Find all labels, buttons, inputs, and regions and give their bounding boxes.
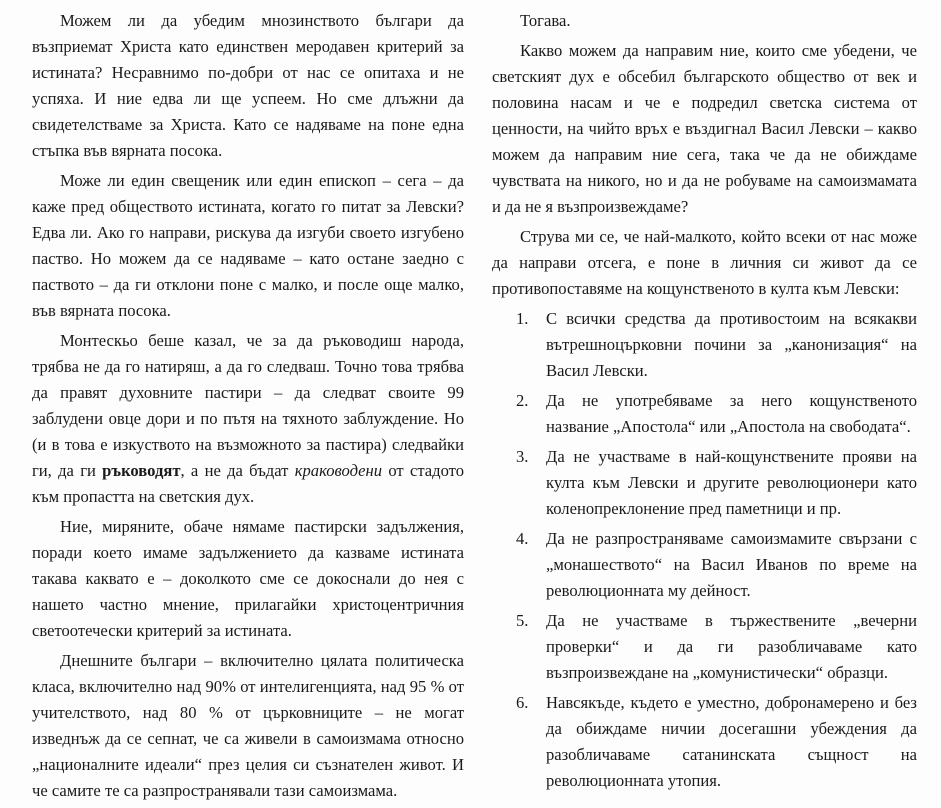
list-number: 6. (516, 693, 529, 712)
numbered-list (492, 306, 917, 794)
text-run: от стадото към пропастта на светския дух. (32, 461, 464, 506)
list-number: 5. (516, 611, 529, 630)
italic-text: краководени (294, 461, 383, 480)
list-item-text: Да не разпространяваме самоизмамите свързани с „монашеството“ на Васил Иванов по време на революционната му дейност. (546, 529, 917, 600)
list-item (492, 444, 917, 522)
list-number: 2. (516, 391, 529, 410)
list-item-text: Да не употребяваме за него кощунственото название „Апостола“ или „Апостола на свободата“. (546, 391, 917, 436)
text-run: , а не да бъдат (180, 461, 295, 480)
paragraph: Какво можем да направим ние, които сме убедени, че светският дух е обсебил българското общество от век и половина насам и че е подредил светска система от ценности, на чийто връх е въздигнал Васил Левски – какво можем да направим ние сега, така че да не обиждаме чувствата на никого, но и да не робуваме на самоизмамата и да не я възпроизвеждаме? (492, 41, 917, 216)
paragraph: Ние, миряните, обаче нямаме пастирски задължения, поради което имаме задължението да казваме истината такава каквато е – доколкото сме се докоснали до нея с нашето частно мнение, прилагайки христоцентричния светоотечески критерий за истината. (32, 517, 464, 640)
list-item-text: Да не участваме в най-кощунствените прояви на култа към Левски и другите революционери като коленопреклонение пред паметници и пр. (546, 447, 917, 518)
paragraph: Можем ли да убедим мнозинството българи да възприемат Христа като единствен меродавен критерий за истината? Несравнимо по-добри от нас се опитаха и не успяха. И ние едва ли ще успеем. Но сме длъжни да свидетелстваме за Христа. Като се надяваме на поне една стъпка във вярната посока. (32, 11, 464, 160)
paragraph (32, 328, 464, 510)
list-item (492, 608, 917, 686)
bold-text: ръководят (102, 461, 181, 480)
right-column (492, 8, 917, 798)
paragraph: Тогава. (520, 11, 571, 30)
list-item (492, 690, 917, 794)
list-item-text: Да не участваме в тържествените „вечерни проверки“ и да ги разобличаваме като възпроизвеждане на „комунистически“ образци. (546, 611, 917, 682)
list-item-text: С всички средства да противостоим на всякакви вътрешноцърковни почини за „канонизация“ на Васил Левски. (546, 309, 917, 380)
text-run: Монтескьо беше казал, че за да ръководиш народа, трябва не да го натиряш, а да го следваш. Точно това трябва да правят духовните пастири – да следват своите 99 заблудени овце дори и по пътя на тяхното заблуждение. Но (и в това е изкуството на възможното за пастира) следвайки ги, да ги (32, 331, 464, 480)
list-item (492, 388, 917, 440)
paragraph: Струва ми се, че най-малкото, който всеки от нас може да направи отсега, е поне в личния си живот да се противопоставяме на кощунственото в култа към Левски: (492, 227, 917, 298)
list-item-text: Навсякъде, където е уместно, добронамерено и без да обиждаме ничии досегашни убеждения да разобличаваме сатанинската същност на революционната утопия. (546, 693, 917, 790)
paragraph: Днешните българи – включително цялата политическа класа, включително над 90% от интелигенцията, над 95 % от учителството, над 80 % от църковниците – не могат изведнъж да се сепнат, че са живели в самоизмама относно „националните идеали“ през целия си съзнателен живот. И че самите те са разпространявали тази самоизмама. (32, 651, 464, 800)
list-number: 1. (516, 309, 529, 328)
left-column (32, 8, 464, 808)
list-item (492, 526, 917, 604)
list-number: 4. (516, 529, 529, 548)
list-item (492, 306, 917, 384)
paragraph: Може ли един свещеник или един епископ – сега – да каже пред обществото истината, когато го питат за Левски? Едва ли. Ако го направи, рискува да изгуби своето изгубено паство. Но можем да се надяваме – като остане заедно с паството – да ги отклони поне с малко, и после още малко, във вярната посока. (32, 171, 464, 320)
list-number: 3. (516, 447, 529, 466)
